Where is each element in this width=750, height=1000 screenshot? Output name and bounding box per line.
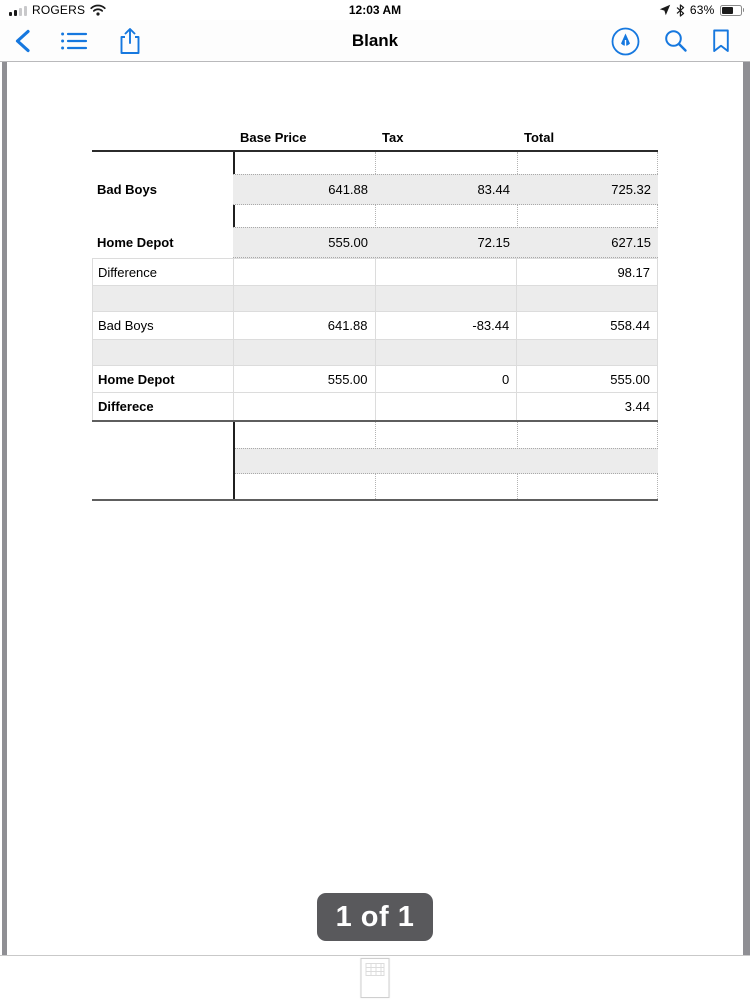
cell-tax[interactable]: 0 xyxy=(375,366,517,392)
page-right-edge xyxy=(743,62,750,955)
page-thumbnail[interactable] xyxy=(361,958,390,998)
col-header-base-price[interactable]: Base Price xyxy=(240,130,307,145)
cell-tax[interactable] xyxy=(375,259,517,285)
carrier-label: ROGERS xyxy=(32,3,86,17)
cell-tax[interactable]: 83.44 xyxy=(477,182,510,197)
cell-total[interactable]: 98.17 xyxy=(516,259,657,285)
cell-total[interactable]: 725.32 xyxy=(611,182,651,197)
row-label[interactable]: Home Depot xyxy=(97,235,174,250)
annotate-pen-icon xyxy=(611,27,640,56)
document-title: Blank xyxy=(351,31,399,50)
bluetooth-icon xyxy=(676,4,685,17)
cell-total[interactable]: 627.15 xyxy=(611,235,651,250)
table-row[interactable] xyxy=(92,174,658,205)
status-bar xyxy=(0,0,750,20)
table-header-row xyxy=(92,125,658,152)
cell-tax[interactable]: -83.44 xyxy=(375,312,517,339)
row-label[interactable]: Bad Boys xyxy=(97,182,157,197)
location-arrow-icon xyxy=(659,4,671,16)
cell-tax[interactable] xyxy=(375,393,517,420)
table-section-bottom[interactable] xyxy=(92,420,658,501)
cell-base-price[interactable]: 555.00 xyxy=(233,366,375,392)
table-row[interactable] xyxy=(92,205,658,227)
cell-base-price[interactable] xyxy=(233,393,375,420)
annotate-button[interactable] xyxy=(611,27,640,56)
bookmark-icon xyxy=(712,29,730,53)
cell-base-price[interactable]: 641.88 xyxy=(233,312,375,339)
cell-base-price[interactable]: 555.00 xyxy=(328,235,368,250)
row-label[interactable]: Bad Boys xyxy=(98,318,154,333)
table-section-top xyxy=(92,152,658,258)
cell-tax[interactable]: 72.15 xyxy=(477,235,510,250)
mini-table-icon xyxy=(366,963,385,976)
battery-icon xyxy=(720,5,745,16)
table-row[interactable] xyxy=(93,392,657,420)
table-row[interactable] xyxy=(93,339,657,365)
table-row[interactable] xyxy=(93,258,657,285)
clock: 12:03 AM xyxy=(348,3,402,17)
table-section-middle xyxy=(92,258,658,420)
row-label[interactable]: Home Depot xyxy=(98,371,175,387)
cell-total[interactable]: 3.44 xyxy=(516,393,657,420)
bookmark-button[interactable] xyxy=(712,29,730,53)
battery-percent-label: 63% xyxy=(689,3,715,17)
spreadsheet-table xyxy=(92,125,658,501)
page-bottom-edge xyxy=(0,955,750,956)
page-indicator-badge xyxy=(317,893,433,941)
search-icon xyxy=(664,29,688,53)
table-row[interactable] xyxy=(92,227,658,258)
cell-base-price[interactable]: 641.88 xyxy=(328,182,368,197)
cell-total[interactable]: 555.00 xyxy=(516,366,657,392)
row-label[interactable]: Differece xyxy=(98,399,154,414)
cell-total[interactable]: 558.44 xyxy=(516,312,657,339)
table-row[interactable] xyxy=(93,365,657,392)
col-header-tax[interactable]: Tax xyxy=(382,130,404,145)
empty-shaded-row[interactable] xyxy=(235,448,658,474)
table-row[interactable] xyxy=(93,285,657,311)
col-header-total[interactable]: Total xyxy=(524,130,555,145)
cell-base-price[interactable] xyxy=(233,259,375,285)
table-row[interactable] xyxy=(92,152,658,174)
page-left-edge xyxy=(2,62,7,955)
search-button[interactable] xyxy=(664,29,688,53)
row-label[interactable]: Difference xyxy=(98,264,158,280)
toolbar xyxy=(0,20,750,62)
page-indicator-label: 1 of 1 xyxy=(335,900,415,933)
table-row[interactable] xyxy=(93,311,657,339)
